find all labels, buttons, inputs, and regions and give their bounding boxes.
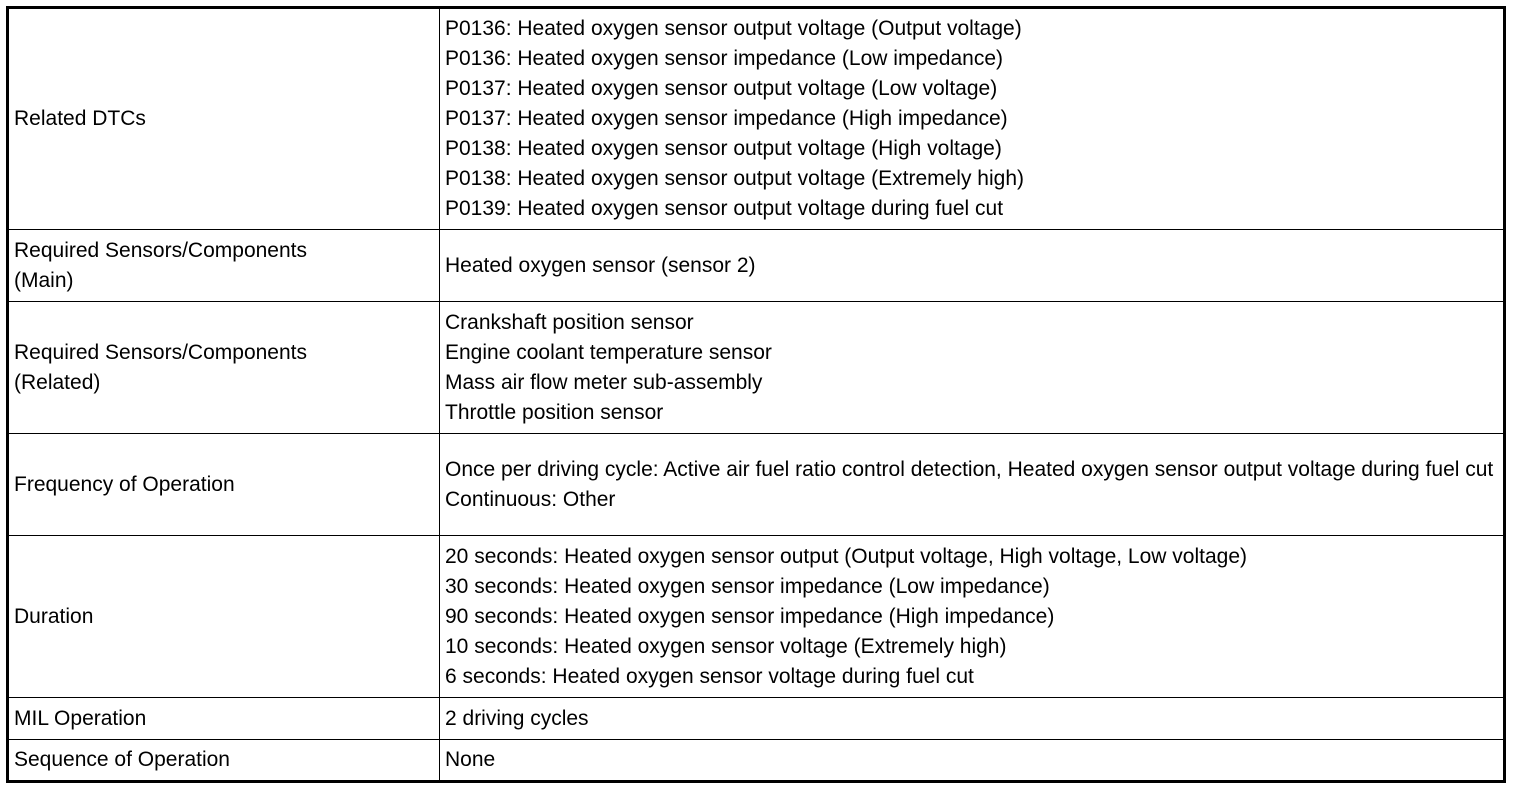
dtc-line: P0138: Heated oxygen sensor output voltage (High voltage) xyxy=(445,137,1002,160)
frequency-line: Continuous: Other xyxy=(445,487,616,511)
row-value xyxy=(440,230,1505,302)
row-value xyxy=(440,8,1505,230)
row-label-line: Required Sensors/Components xyxy=(14,340,307,364)
spec-row-duration xyxy=(8,536,1505,698)
sensor-line: Crankshaft position sensor xyxy=(445,310,694,334)
sensor-line: Throttle position sensor xyxy=(445,400,664,424)
row-label-line: Duration xyxy=(14,604,94,628)
sensor-line: Engine coolant temperature sensor xyxy=(445,340,772,364)
row-label xyxy=(8,536,440,698)
spec-row-sensors-related xyxy=(8,302,1505,434)
spec-row-frequency xyxy=(8,434,1505,536)
row-value xyxy=(440,536,1505,698)
row-label-line: Required Sensors/Components xyxy=(14,238,307,262)
sequence-line: None xyxy=(445,748,496,771)
row-value xyxy=(440,698,1505,740)
row-label xyxy=(8,740,440,782)
row-label-line: Related DTCs xyxy=(14,107,146,130)
duration-line: 90 seconds: Heated oxygen sensor impedance (High impedance) xyxy=(445,604,1055,628)
mil-line: 2 driving cycles xyxy=(445,706,589,730)
sensor-line: Heated oxygen sensor (sensor 2) xyxy=(445,253,756,277)
spec-row-sequence xyxy=(8,740,1505,782)
spec-row-related-dtcs xyxy=(8,8,1505,230)
row-label xyxy=(8,434,440,536)
row-label xyxy=(8,698,440,740)
dtc-line: P0136: Heated oxygen sensor output voltage (Output voltage) xyxy=(445,17,1022,40)
duration-line: 20 seconds: Heated oxygen sensor output (Output voltage, High voltage, Low voltage) xyxy=(445,544,1247,568)
row-value xyxy=(440,302,1505,434)
row-label xyxy=(8,8,440,230)
spec-row-sensors-main xyxy=(8,230,1505,302)
duration-line: 30 seconds: Heated oxygen sensor impedance (Low impedance) xyxy=(445,574,1050,598)
row-label xyxy=(8,302,440,434)
frequency-line: Once per driving cycle: Active air fuel ratio control detection, Heated oxygen sensor output voltage during fuel cut xyxy=(445,457,1494,481)
sensor-line: Mass air flow meter sub-assembly xyxy=(445,370,763,394)
row-label-line: Frequency of Operation xyxy=(14,472,235,496)
row-label-line: (Related) xyxy=(14,370,101,394)
dtc-line: P0137: Heated oxygen sensor impedance (High impedance) xyxy=(445,107,1008,130)
row-value xyxy=(440,434,1505,536)
monitor-spec-table xyxy=(6,6,1506,783)
row-label-line: Sequence of Operation xyxy=(14,748,230,771)
dtc-line: P0138: Heated oxygen sensor output voltage (Extremely high) xyxy=(445,167,1025,190)
duration-line: 6 seconds: Heated oxygen sensor voltage during fuel cut xyxy=(445,664,974,688)
spec-row-mil-operation xyxy=(8,698,1505,740)
row-label-line: MIL Operation xyxy=(14,706,147,730)
dtc-line: P0136: Heated oxygen sensor impedance (Low impedance) xyxy=(445,47,1004,70)
dtc-line: P0137: Heated oxygen sensor output voltage (Low voltage) xyxy=(445,77,998,100)
duration-line: 10 seconds: Heated oxygen sensor voltage (Extremely high) xyxy=(445,634,1007,658)
row-value xyxy=(440,740,1505,782)
dtc-line: P0139: Heated oxygen sensor output voltage during fuel cut xyxy=(445,197,1004,220)
row-label xyxy=(8,230,440,302)
row-label-line: (Main) xyxy=(14,268,74,292)
